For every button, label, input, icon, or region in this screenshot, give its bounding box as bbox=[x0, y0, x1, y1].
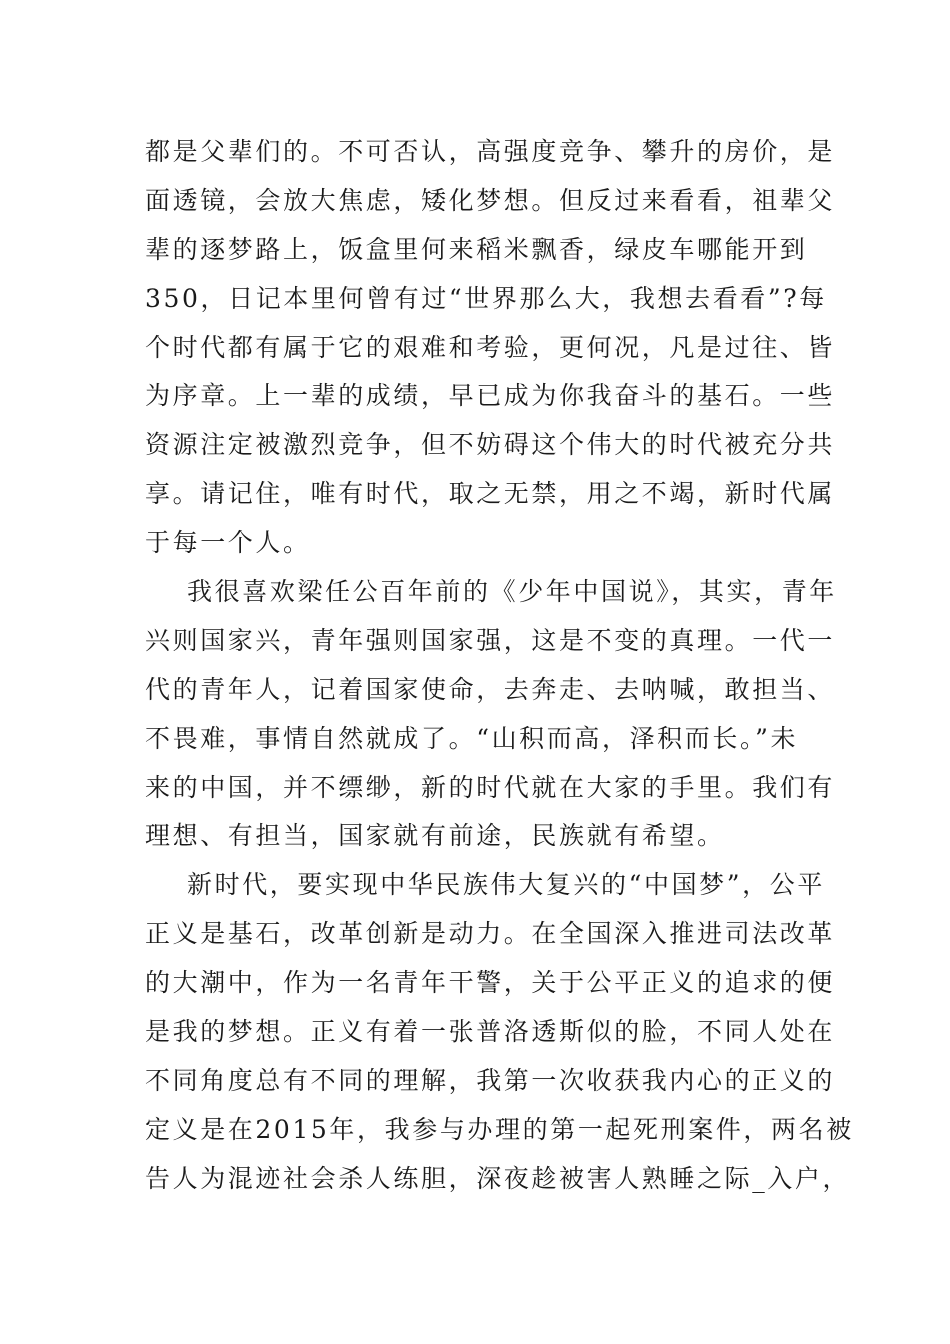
text-line: 理想、有担当，国家就有前途，民族就有希望。 bbox=[145, 821, 725, 851]
text-line: 告人为混迹社会杀人练胆，深夜趁被害人熟睡之际_入户， bbox=[145, 1163, 851, 1193]
text-line: 兴则国家兴，青年强则国家强，这是不变的真理。一代一 bbox=[145, 625, 836, 655]
text-line: 来的中国，并不缥缈，新的时代就在大家的手里。我们有 bbox=[145, 772, 836, 802]
paragraph-first-line: 新时代，要实现中华民族伟大复兴的“中国梦”，公平 bbox=[187, 870, 825, 900]
text-line: 为序章。上一辈的成绩，早已成为你我奋斗的基石。一些 bbox=[145, 381, 836, 411]
text-line: 面透镜，会放大焦虑，矮化梦想。但反过来看看，祖辈父 bbox=[145, 185, 836, 215]
text-line: 个时代都有属于它的艰难和考验，更何况，凡是过往、皆 bbox=[145, 332, 836, 362]
text-line: 享。请记住，唯有时代，取之无禁，用之不竭，新时代属 bbox=[145, 479, 836, 509]
text-line: 资源注定被激烈竞争，但不妨碍这个伟大的时代被充分共 bbox=[145, 430, 836, 460]
text-line: 不同角度总有不同的理解，我第一次收获我内心的正义的 bbox=[145, 1065, 836, 1095]
text-line: 定义是在2015年，我参与办理的第一起死刑案件，两名被 bbox=[145, 1114, 854, 1144]
paragraph-first-line: 我很喜欢梁任公百年前的《少年中国说》，其实，青年 bbox=[187, 577, 837, 607]
text-line: 的大潮中，作为一名青年干警，关于公平正义的追求的便 bbox=[145, 968, 836, 998]
text-line: 辈的逐梦路上，饭盒里何来稻米飘香，绿皮车哪能开到 bbox=[145, 234, 808, 264]
text-line: 代的青年人，记着国家使命，去奔走、去呐喊，敢担当、 bbox=[145, 674, 836, 704]
text-line: 不畏难，事情自然就成了。“山积而高，泽积而长。”未 bbox=[145, 723, 799, 753]
text-line: 都是父辈们的。不可否认，高强度竞争、攀升的房价，是 bbox=[145, 137, 836, 166]
text-line: 正义是基石，改革创新是动力。在全国深入推进司法改革 bbox=[145, 919, 836, 949]
body-text bbox=[145, 128, 854, 1204]
text-line: 于每一个人。 bbox=[145, 528, 311, 558]
text-line: 是我的梦想。正义有着一张普洛透斯似的脸，不同人处在 bbox=[145, 1017, 836, 1047]
text-line: 350，日记本里何曾有过“世界那么大，我想去看看”?每 bbox=[145, 283, 827, 313]
